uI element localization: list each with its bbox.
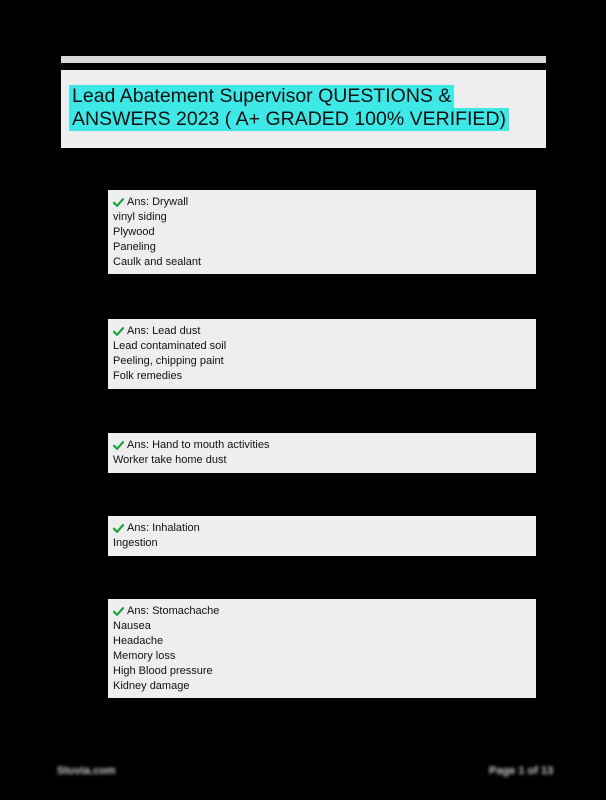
answer-item: Peeling, chipping paint	[113, 355, 224, 367]
answer-text: Ans: Stomachache	[127, 605, 220, 617]
answer-card	[108, 190, 536, 274]
answer-text: Ans: Drywall	[127, 196, 189, 208]
title-line-1: Lead Abatement Supervisor QUESTIONS &	[69, 85, 454, 108]
answer-item: Kidney damage	[113, 680, 190, 692]
footer-page-number: Page 1 of 13	[489, 765, 554, 777]
answer-card	[108, 516, 536, 556]
answer-line	[113, 438, 530, 453]
document-title	[69, 85, 529, 131]
answer-text: Ans: Lead dust	[127, 325, 201, 337]
title-box	[61, 70, 546, 148]
answer-item: Headache	[113, 635, 164, 647]
answer-text: Ans: Hand to mouth activities	[127, 439, 270, 451]
answer-item: Paneling	[113, 241, 156, 253]
title-line-2: ANSWERS 2023 ( A+ GRADED 100% VERIFIED)	[69, 108, 509, 131]
answer-item: Nausea	[113, 620, 151, 632]
answer-item: Memory loss	[113, 650, 176, 662]
answer-line	[113, 195, 530, 210]
checkmark-icon	[113, 440, 124, 451]
answer-item: Plywood	[113, 226, 155, 238]
footer-watermark-left: Stuvia.com	[57, 765, 116, 777]
checkmark-icon	[113, 606, 124, 617]
answer-item: Caulk and sealant	[113, 256, 202, 268]
answer-item: Folk remedies	[113, 370, 183, 382]
answer-item: vinyl siding	[113, 211, 167, 223]
answer-card	[108, 433, 536, 473]
checkmark-icon	[113, 523, 124, 534]
answer-line	[113, 324, 530, 339]
answer-line	[113, 521, 530, 536]
answer-item: High Blood pressure	[113, 665, 213, 677]
answer-text: Ans: Inhalation	[127, 522, 200, 534]
answer-line	[113, 604, 530, 619]
answer-item: Ingestion	[113, 537, 158, 549]
answer-item: Worker take home dust	[113, 454, 227, 466]
answer-item: Lead contaminated soil	[113, 340, 227, 352]
checkmark-icon	[113, 326, 124, 337]
top-divider	[61, 56, 546, 63]
answer-card	[108, 599, 536, 698]
answer-card	[108, 319, 536, 389]
checkmark-icon	[113, 197, 124, 208]
